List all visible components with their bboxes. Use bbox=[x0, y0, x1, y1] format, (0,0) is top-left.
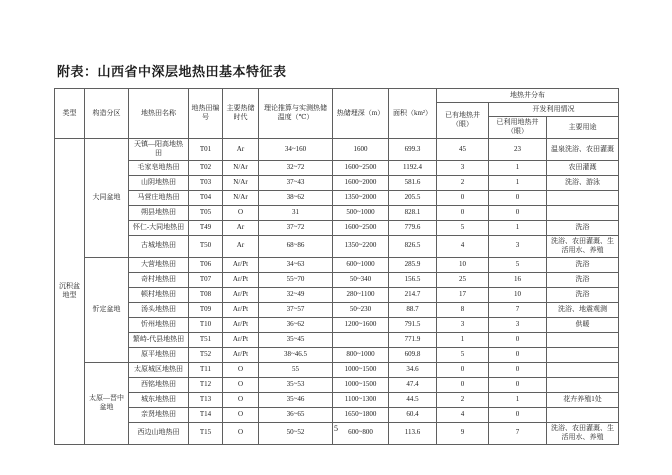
area-cell: 44.5 bbox=[389, 392, 437, 407]
depth-cell: 1600~2000 bbox=[333, 175, 389, 190]
area-cell: 156.5 bbox=[389, 272, 437, 287]
depth-cell: 500~1000 bbox=[333, 205, 389, 220]
table-row bbox=[55, 377, 619, 392]
temperature-cell: 35~53 bbox=[259, 377, 333, 392]
field-name-cell: 怀仁-大同地热田 bbox=[129, 220, 189, 235]
header-tectonic-zone: 构造分区 bbox=[85, 89, 129, 139]
utilized-wells-cell: 3 bbox=[489, 317, 547, 332]
utilized-wells-cell: 0 bbox=[489, 407, 547, 422]
existing-wells-cell: 3 bbox=[437, 160, 489, 175]
header-reservoir-era: 主要热储时代 bbox=[223, 89, 259, 139]
reservoir-era-cell: O bbox=[223, 407, 259, 422]
field-name-cell: 西边山地热田 bbox=[129, 422, 189, 444]
table-row bbox=[55, 235, 619, 257]
depth-cell: 1600~2500 bbox=[333, 220, 389, 235]
utilized-wells-cell: 0 bbox=[489, 190, 547, 205]
depth-cell: 800~1000 bbox=[333, 347, 389, 362]
utilized-wells-cell: 0 bbox=[489, 377, 547, 392]
depth-cell: 1600~2500 bbox=[333, 160, 389, 175]
depth-cell: 1000~1500 bbox=[333, 377, 389, 392]
geothermal-table bbox=[54, 88, 619, 445]
reservoir-era-cell: O bbox=[223, 205, 259, 220]
header-development: 开发利用情况 bbox=[489, 103, 619, 117]
table-row bbox=[55, 205, 619, 220]
field-name-cell: 太原城区地热田 bbox=[129, 362, 189, 377]
main-use-cell: 洗浴 bbox=[547, 220, 619, 235]
main-use-cell: 洗浴、游泳 bbox=[547, 175, 619, 190]
header-type: 类型 bbox=[55, 89, 85, 139]
field-name-cell: 山阴地热田 bbox=[129, 175, 189, 190]
existing-wells-cell: 0 bbox=[437, 362, 489, 377]
field-no-cell: T15 bbox=[189, 422, 223, 444]
depth-cell: 600~800 bbox=[333, 422, 389, 444]
utilized-wells-cell: 23 bbox=[489, 138, 547, 160]
temperature-cell: 31 bbox=[259, 205, 333, 220]
area-cell: 699.3 bbox=[389, 138, 437, 160]
area-cell: 60.4 bbox=[389, 407, 437, 422]
utilized-wells-cell: 7 bbox=[489, 422, 547, 444]
main-use-cell: 洗浴、地震观测 bbox=[547, 302, 619, 317]
existing-wells-cell: 2 bbox=[437, 175, 489, 190]
existing-wells-cell: 1 bbox=[437, 332, 489, 347]
field-name-cell: 汤头地热田 bbox=[129, 302, 189, 317]
existing-wells-cell: 10 bbox=[437, 257, 489, 272]
reservoir-era-cell: Ar/Pt bbox=[223, 317, 259, 332]
temperature-cell: 37~43 bbox=[259, 175, 333, 190]
existing-wells-cell: 0 bbox=[437, 190, 489, 205]
temperature-cell: 34~160 bbox=[259, 138, 333, 160]
table-row bbox=[55, 138, 619, 160]
field-name-cell: 亲贤地热田 bbox=[129, 407, 189, 422]
temperature-cell: 32~49 bbox=[259, 287, 333, 302]
area-cell: 791.5 bbox=[389, 317, 437, 332]
utilized-wells-cell: 0 bbox=[489, 332, 547, 347]
existing-wells-cell: 3 bbox=[437, 317, 489, 332]
area-cell: 581.6 bbox=[389, 175, 437, 190]
field-no-cell: T08 bbox=[189, 287, 223, 302]
existing-wells-cell: 45 bbox=[437, 138, 489, 160]
depth-cell: 50~230 bbox=[333, 302, 389, 317]
field-name-cell: 大营地热田 bbox=[129, 257, 189, 272]
zone-cell: 忻定盆地 bbox=[85, 257, 129, 362]
area-cell: 771.9 bbox=[389, 332, 437, 347]
existing-wells-cell: 0 bbox=[437, 205, 489, 220]
geothermal-table-container bbox=[54, 88, 618, 445]
depth-cell: 1200~1600 bbox=[333, 317, 389, 332]
field-no-cell: T09 bbox=[189, 302, 223, 317]
existing-wells-cell: 4 bbox=[437, 407, 489, 422]
table-header bbox=[55, 89, 619, 139]
area-cell: 47.4 bbox=[389, 377, 437, 392]
reservoir-era-cell: Ar/Pt bbox=[223, 272, 259, 287]
main-use-cell: 农田灌溉 bbox=[547, 160, 619, 175]
depth-cell: 1350~2200 bbox=[333, 235, 389, 257]
depth-cell bbox=[333, 332, 389, 347]
field-name-cell: 顿村地热田 bbox=[129, 287, 189, 302]
main-use-cell bbox=[547, 332, 619, 347]
field-no-cell: T05 bbox=[189, 205, 223, 220]
field-no-cell: T51 bbox=[189, 332, 223, 347]
field-name-cell: 忻州地热田 bbox=[129, 317, 189, 332]
depth-cell: 1000~1500 bbox=[333, 362, 389, 377]
area-cell: 34.6 bbox=[389, 362, 437, 377]
header-utilized-wells: 已利用地热井（眼） bbox=[489, 117, 547, 139]
header-existing-wells: 已有地热井（眼） bbox=[437, 103, 489, 139]
temperature-cell: 37~72 bbox=[259, 220, 333, 235]
reservoir-era-cell: O bbox=[223, 422, 259, 444]
reservoir-era-cell: Ar/Pt bbox=[223, 302, 259, 317]
existing-wells-cell: 9 bbox=[437, 422, 489, 444]
existing-wells-cell: 8 bbox=[437, 302, 489, 317]
field-no-cell: T50 bbox=[189, 235, 223, 257]
reservoir-era-cell: O bbox=[223, 377, 259, 392]
reservoir-era-cell: Ar bbox=[223, 138, 259, 160]
temperature-cell: 55 bbox=[259, 362, 333, 377]
temperature-cell: 35~46 bbox=[259, 392, 333, 407]
area-cell: 113.6 bbox=[389, 422, 437, 444]
field-no-cell: T12 bbox=[189, 377, 223, 392]
field-name-cell: 马营庄地热田 bbox=[129, 190, 189, 205]
header-main-use: 主要用途 bbox=[547, 117, 619, 139]
field-no-cell: T14 bbox=[189, 407, 223, 422]
depth-cell: 1600 bbox=[333, 138, 389, 160]
reservoir-era-cell: Ar bbox=[223, 235, 259, 257]
utilized-wells-cell: 3 bbox=[489, 235, 547, 257]
field-no-cell: T52 bbox=[189, 347, 223, 362]
reservoir-era-cell: Ar/Pt bbox=[223, 332, 259, 347]
header-well-distribution: 地热井分布 bbox=[437, 89, 619, 103]
temperature-cell: 34~63 bbox=[259, 257, 333, 272]
main-use-cell: 供暖 bbox=[547, 317, 619, 332]
reservoir-era-cell: O bbox=[223, 362, 259, 377]
main-use-cell bbox=[547, 190, 619, 205]
main-use-cell: 温泉洗浴、农田灌溉 bbox=[547, 138, 619, 160]
utilized-wells-cell: 1 bbox=[489, 175, 547, 190]
header-area: 面积（km²） bbox=[389, 89, 437, 139]
existing-wells-cell: 2 bbox=[437, 392, 489, 407]
existing-wells-cell: 25 bbox=[437, 272, 489, 287]
reservoir-era-cell: N/Ar bbox=[223, 175, 259, 190]
main-use-cell bbox=[547, 377, 619, 392]
depth-cell: 1650~1800 bbox=[333, 407, 389, 422]
area-cell: 828.1 bbox=[389, 205, 437, 220]
depth-cell: 1350~2000 bbox=[333, 190, 389, 205]
utilized-wells-cell: 1 bbox=[489, 220, 547, 235]
area-cell: 285.9 bbox=[389, 257, 437, 272]
depth-cell: 280~1100 bbox=[333, 287, 389, 302]
type-cell: 沉积盆地型 bbox=[55, 138, 85, 444]
area-cell: 779.6 bbox=[389, 220, 437, 235]
table-row bbox=[55, 302, 619, 317]
existing-wells-cell: 4 bbox=[437, 235, 489, 257]
temperature-cell: 37~57 bbox=[259, 302, 333, 317]
field-name-cell: 城东地热田 bbox=[129, 392, 189, 407]
table-row bbox=[55, 287, 619, 302]
table-row bbox=[55, 407, 619, 422]
field-no-cell: T01 bbox=[189, 138, 223, 160]
table-row bbox=[55, 190, 619, 205]
table-row bbox=[55, 317, 619, 332]
field-no-cell: T03 bbox=[189, 175, 223, 190]
main-use-cell: 洗浴 bbox=[547, 257, 619, 272]
main-use-cell bbox=[547, 347, 619, 362]
header-temperature: 理论推算与实测热储温度（℃） bbox=[259, 89, 333, 139]
field-no-cell: T06 bbox=[189, 257, 223, 272]
table-row bbox=[55, 220, 619, 235]
field-no-cell: T10 bbox=[189, 317, 223, 332]
table-row bbox=[55, 175, 619, 190]
temperature-cell: 38~46.5 bbox=[259, 347, 333, 362]
field-name-cell: 古城地热田 bbox=[129, 235, 189, 257]
main-use-cell bbox=[547, 407, 619, 422]
field-name-cell: 原平地热田 bbox=[129, 347, 189, 362]
temperature-cell: 68~86 bbox=[259, 235, 333, 257]
reservoir-era-cell: Ar/Pt bbox=[223, 347, 259, 362]
table-row bbox=[55, 392, 619, 407]
existing-wells-cell: 5 bbox=[437, 347, 489, 362]
existing-wells-cell: 0 bbox=[437, 377, 489, 392]
table-row bbox=[55, 332, 619, 347]
field-name-cell: 毛家皂地热田 bbox=[129, 160, 189, 175]
field-name-cell: 奇村地热田 bbox=[129, 272, 189, 287]
existing-wells-cell: 5 bbox=[437, 220, 489, 235]
table-row bbox=[55, 257, 619, 272]
temperature-cell: 36~62 bbox=[259, 317, 333, 332]
depth-cell: 50~340 bbox=[333, 272, 389, 287]
main-use-cell: 洗浴、农田灌溉、生活用水、养殖 bbox=[547, 422, 619, 444]
utilized-wells-cell: 0 bbox=[489, 362, 547, 377]
depth-cell: 1100~1300 bbox=[333, 392, 389, 407]
area-cell: 1192.4 bbox=[389, 160, 437, 175]
depth-cell: 600~1000 bbox=[333, 257, 389, 272]
field-no-cell: T11 bbox=[189, 362, 223, 377]
utilized-wells-cell: 1 bbox=[489, 392, 547, 407]
main-use-cell: 洗浴 bbox=[547, 272, 619, 287]
table-body bbox=[55, 138, 619, 444]
utilized-wells-cell: 1 bbox=[489, 160, 547, 175]
main-use-cell: 洗浴 bbox=[547, 287, 619, 302]
header-field-name: 地热田名称 bbox=[129, 89, 189, 139]
field-no-cell: T02 bbox=[189, 160, 223, 175]
reservoir-era-cell: Ar/Pt bbox=[223, 257, 259, 272]
main-use-cell bbox=[547, 205, 619, 220]
table-row bbox=[55, 272, 619, 287]
table-row bbox=[55, 362, 619, 377]
temperature-cell: 32~72 bbox=[259, 160, 333, 175]
utilized-wells-cell: 10 bbox=[489, 287, 547, 302]
field-name-cell: 朔县地热田 bbox=[129, 205, 189, 220]
area-cell: 214.7 bbox=[389, 287, 437, 302]
area-cell: 609.8 bbox=[389, 347, 437, 362]
area-cell: 88.7 bbox=[389, 302, 437, 317]
table-row bbox=[55, 160, 619, 175]
field-name-cell: 繁峙-代县地热田 bbox=[129, 332, 189, 347]
temperature-cell: 50~52 bbox=[259, 422, 333, 444]
field-no-cell: T04 bbox=[189, 190, 223, 205]
field-no-cell: T49 bbox=[189, 220, 223, 235]
temperature-cell: 35~45 bbox=[259, 332, 333, 347]
utilized-wells-cell: 16 bbox=[489, 272, 547, 287]
main-use-cell: 花卉养殖1处 bbox=[547, 392, 619, 407]
temperature-cell: 38~62 bbox=[259, 190, 333, 205]
temperature-cell: 55~70 bbox=[259, 272, 333, 287]
field-no-cell: T07 bbox=[189, 272, 223, 287]
reservoir-era-cell: N/Ar bbox=[223, 190, 259, 205]
page-number: 5 bbox=[334, 424, 338, 433]
area-cell: 205.5 bbox=[389, 190, 437, 205]
reservoir-era-cell: O bbox=[223, 392, 259, 407]
main-use-cell bbox=[547, 362, 619, 377]
temperature-cell: 36~65 bbox=[259, 407, 333, 422]
field-no-cell: T13 bbox=[189, 392, 223, 407]
utilized-wells-cell: 5 bbox=[489, 257, 547, 272]
field-name-cell: 西铭地热田 bbox=[129, 377, 189, 392]
zone-cell: 太原—晋中盆地 bbox=[85, 362, 129, 444]
utilized-wells-cell: 0 bbox=[489, 205, 547, 220]
zone-cell: 大同盆地 bbox=[85, 138, 129, 257]
field-name-cell: 天镇—阳高地热田 bbox=[129, 138, 189, 160]
area-cell: 826.5 bbox=[389, 235, 437, 257]
header-field-no: 地热田编号 bbox=[189, 89, 223, 139]
utilized-wells-cell: 7 bbox=[489, 302, 547, 317]
header-depth: 热储埋深（m） bbox=[333, 89, 389, 139]
reservoir-era-cell: Ar bbox=[223, 220, 259, 235]
existing-wells-cell: 17 bbox=[437, 287, 489, 302]
reservoir-era-cell: N/Ar bbox=[223, 160, 259, 175]
table-row bbox=[55, 347, 619, 362]
page-title: 附表：山西省中深层地热田基本特征表 bbox=[57, 64, 287, 79]
main-use-cell: 洗浴、农田灌溉、生活用水、养殖 bbox=[547, 235, 619, 257]
reservoir-era-cell: Ar/Pt bbox=[223, 287, 259, 302]
utilized-wells-cell: 0 bbox=[489, 347, 547, 362]
